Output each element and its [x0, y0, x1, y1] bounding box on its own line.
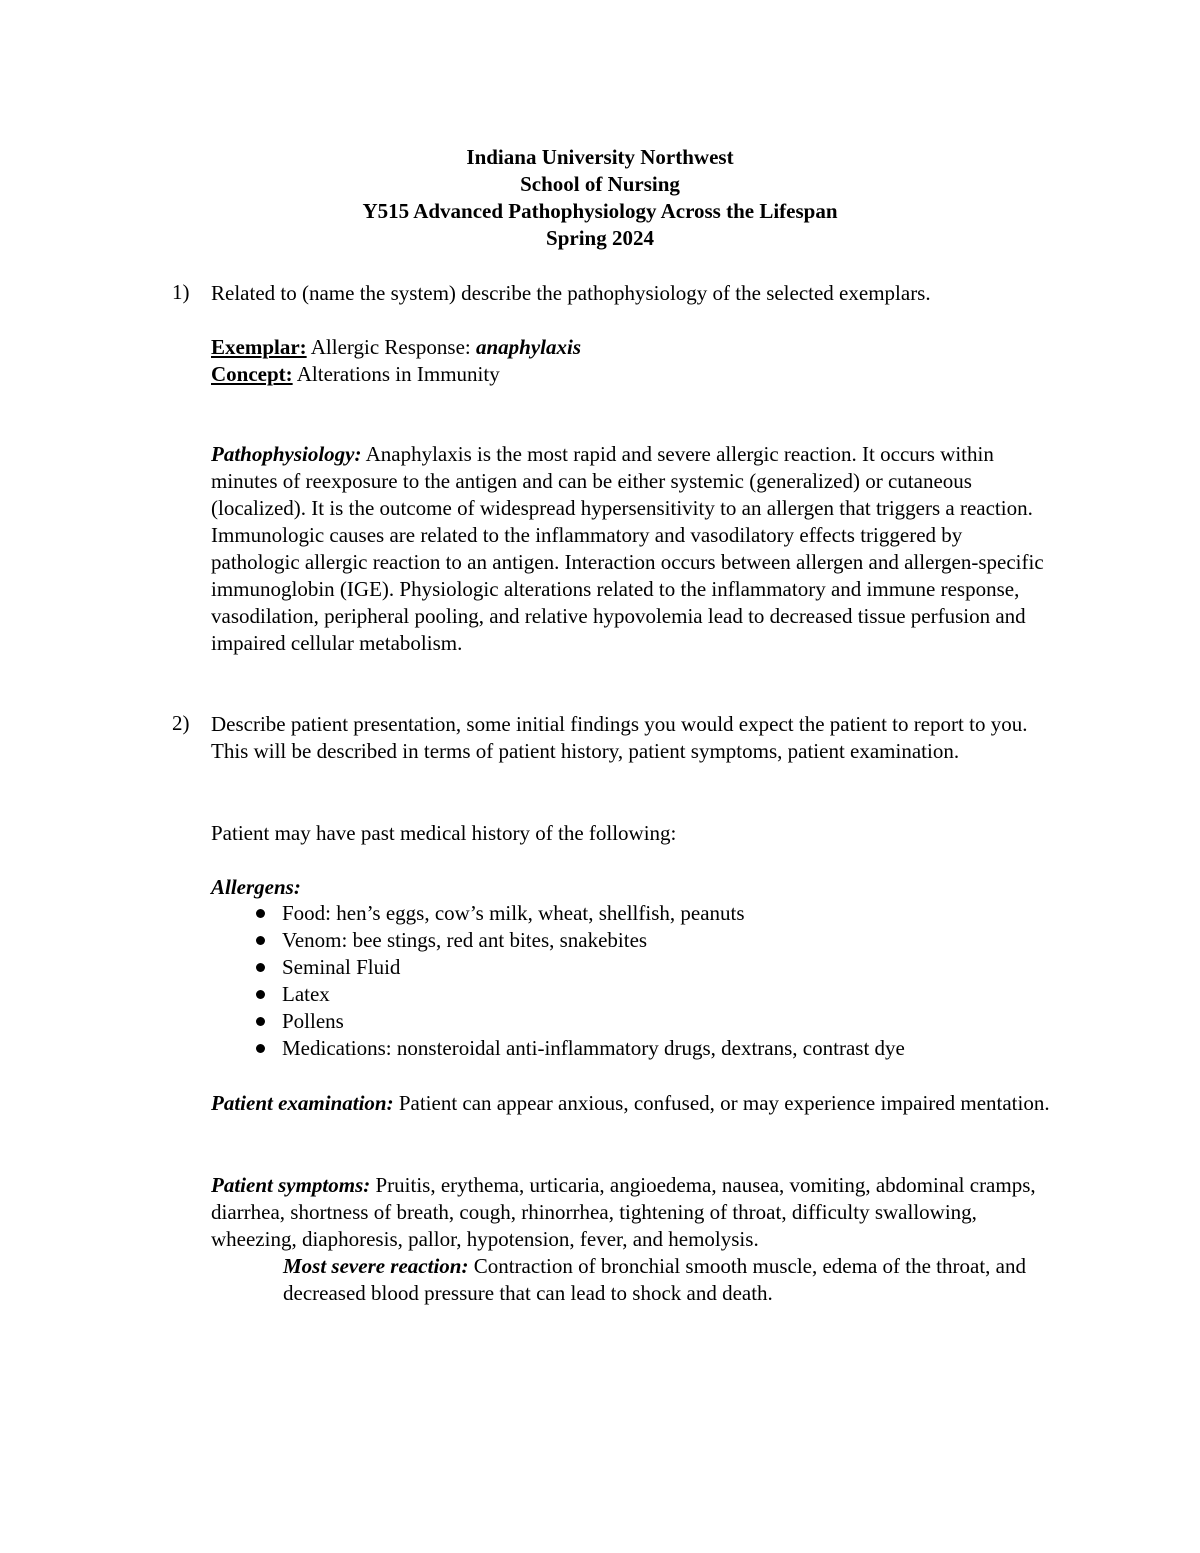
allergen-text: Medications: nonsteroidal anti-inflammatory drugs, dextrans, contrast dye: [282, 1036, 905, 1060]
most-severe-reaction-paragraph: [283, 1253, 1073, 1307]
question-1-number: 1): [172, 280, 190, 304]
pathophysiology-paragraph: [211, 441, 1056, 657]
list-item: [211, 927, 905, 954]
patient-examination-paragraph: [211, 1090, 1061, 1117]
term: Spring 2024: [546, 226, 654, 250]
concept-label: Concept:: [211, 362, 293, 386]
patient-examination-text: Patient can appear anxious, confused, or may experience impaired mentation.: [393, 1091, 1050, 1115]
bullet-icon: [256, 990, 265, 999]
pathophysiology-text: Anaphylaxis is the most rapid and severe allergic reaction. It occurs within minutes of reexposure to the antigen and can be either systemic (generalized) or cutaneous (localized). It is the outcome of widespread hypersensitivity to an allergen that triggers a reaction. Immunologic causes are related to the inflammatory and vasodilatory effects triggered by pathologic allergic reaction to an antigen. Interaction occurs between allergen and allergen-specific immunoglobin (IGE). Physiologic alterations related to the inflammatory and immune response, vasodilation, peripheral pooling, and relative hypovolemia lead to decreased tissue perfusion and impaired cellular metabolism.: [211, 442, 1044, 655]
question-2-text: Describe patient presentation, some initial findings you would expect the patient to report to you. This will be described in terms of patient history, patient symptoms, patient examination.: [211, 712, 1028, 763]
exemplar-italic: anaphylaxis: [476, 335, 582, 359]
allergens-list: [211, 900, 905, 1062]
bullet-icon: [256, 1017, 265, 1026]
allergen-text: Food: hen’s eggs, cow’s milk, wheat, shellfish, peanuts: [282, 901, 745, 925]
document-header: [0, 144, 1200, 252]
exemplar-value: Allergic Response:: [306, 335, 476, 359]
bullet-icon: [256, 936, 265, 945]
list-item: [211, 1008, 905, 1035]
exemplar-line: [211, 334, 1071, 361]
allergens-heading: [211, 874, 1071, 901]
allergens-label: Allergens:: [211, 875, 301, 899]
concept-line: [211, 361, 1071, 388]
most-severe-reaction-label: Most severe reaction:: [283, 1254, 469, 1278]
allergen-text: Pollens: [282, 1009, 344, 1033]
list-item: [211, 900, 905, 927]
question-2-number: 2): [172, 711, 190, 735]
patient-symptoms-paragraph: [211, 1172, 1066, 1253]
allergen-text: Venom: bee stings, red ant bites, snakebites: [282, 928, 648, 952]
most-severe-reaction-text: Contraction of bronchial smooth muscle, edema of the throat, and decreased blood pressure that can lead to shock and death.: [283, 1254, 1026, 1305]
bullet-icon: [256, 1044, 265, 1053]
bullet-icon: [256, 909, 265, 918]
allergen-text: Latex: [282, 982, 330, 1006]
concept-value: Alterations in Immunity: [292, 362, 500, 386]
patient-examination-label: Patient examination:: [211, 1091, 394, 1115]
university-name: Indiana University Northwest: [466, 145, 734, 169]
list-item: [211, 954, 905, 981]
bullet-icon: [256, 963, 265, 972]
school-name: School of Nursing: [520, 172, 680, 196]
pathophysiology-label: Pathophysiology:: [211, 442, 362, 466]
list-item: [211, 1035, 905, 1062]
history-intro: Patient may have past medical history of the following:: [211, 821, 677, 845]
list-item: [211, 981, 905, 1008]
course-title: Y515 Advanced Pathophysiology Across the Lifespan: [362, 199, 838, 223]
question-1-text: Related to (name the system) describe the pathophysiology of the selected exemplars.: [211, 281, 931, 305]
patient-symptoms-text: Pruitis, erythema, urticaria, angioedema, nausea, vomiting, abdominal cramps, diarrhea, shortness of breath, cough, rhinorrhea, tightening of throat, difficulty swallowing, wheezing, diaphoresis, pallor, hypotension, fever, and hemolysis.: [211, 1173, 1036, 1251]
patient-symptoms-label: Patient symptoms:: [211, 1173, 371, 1197]
allergen-text: Seminal Fluid: [282, 955, 401, 979]
exemplar-label: Exemplar:: [211, 335, 307, 359]
